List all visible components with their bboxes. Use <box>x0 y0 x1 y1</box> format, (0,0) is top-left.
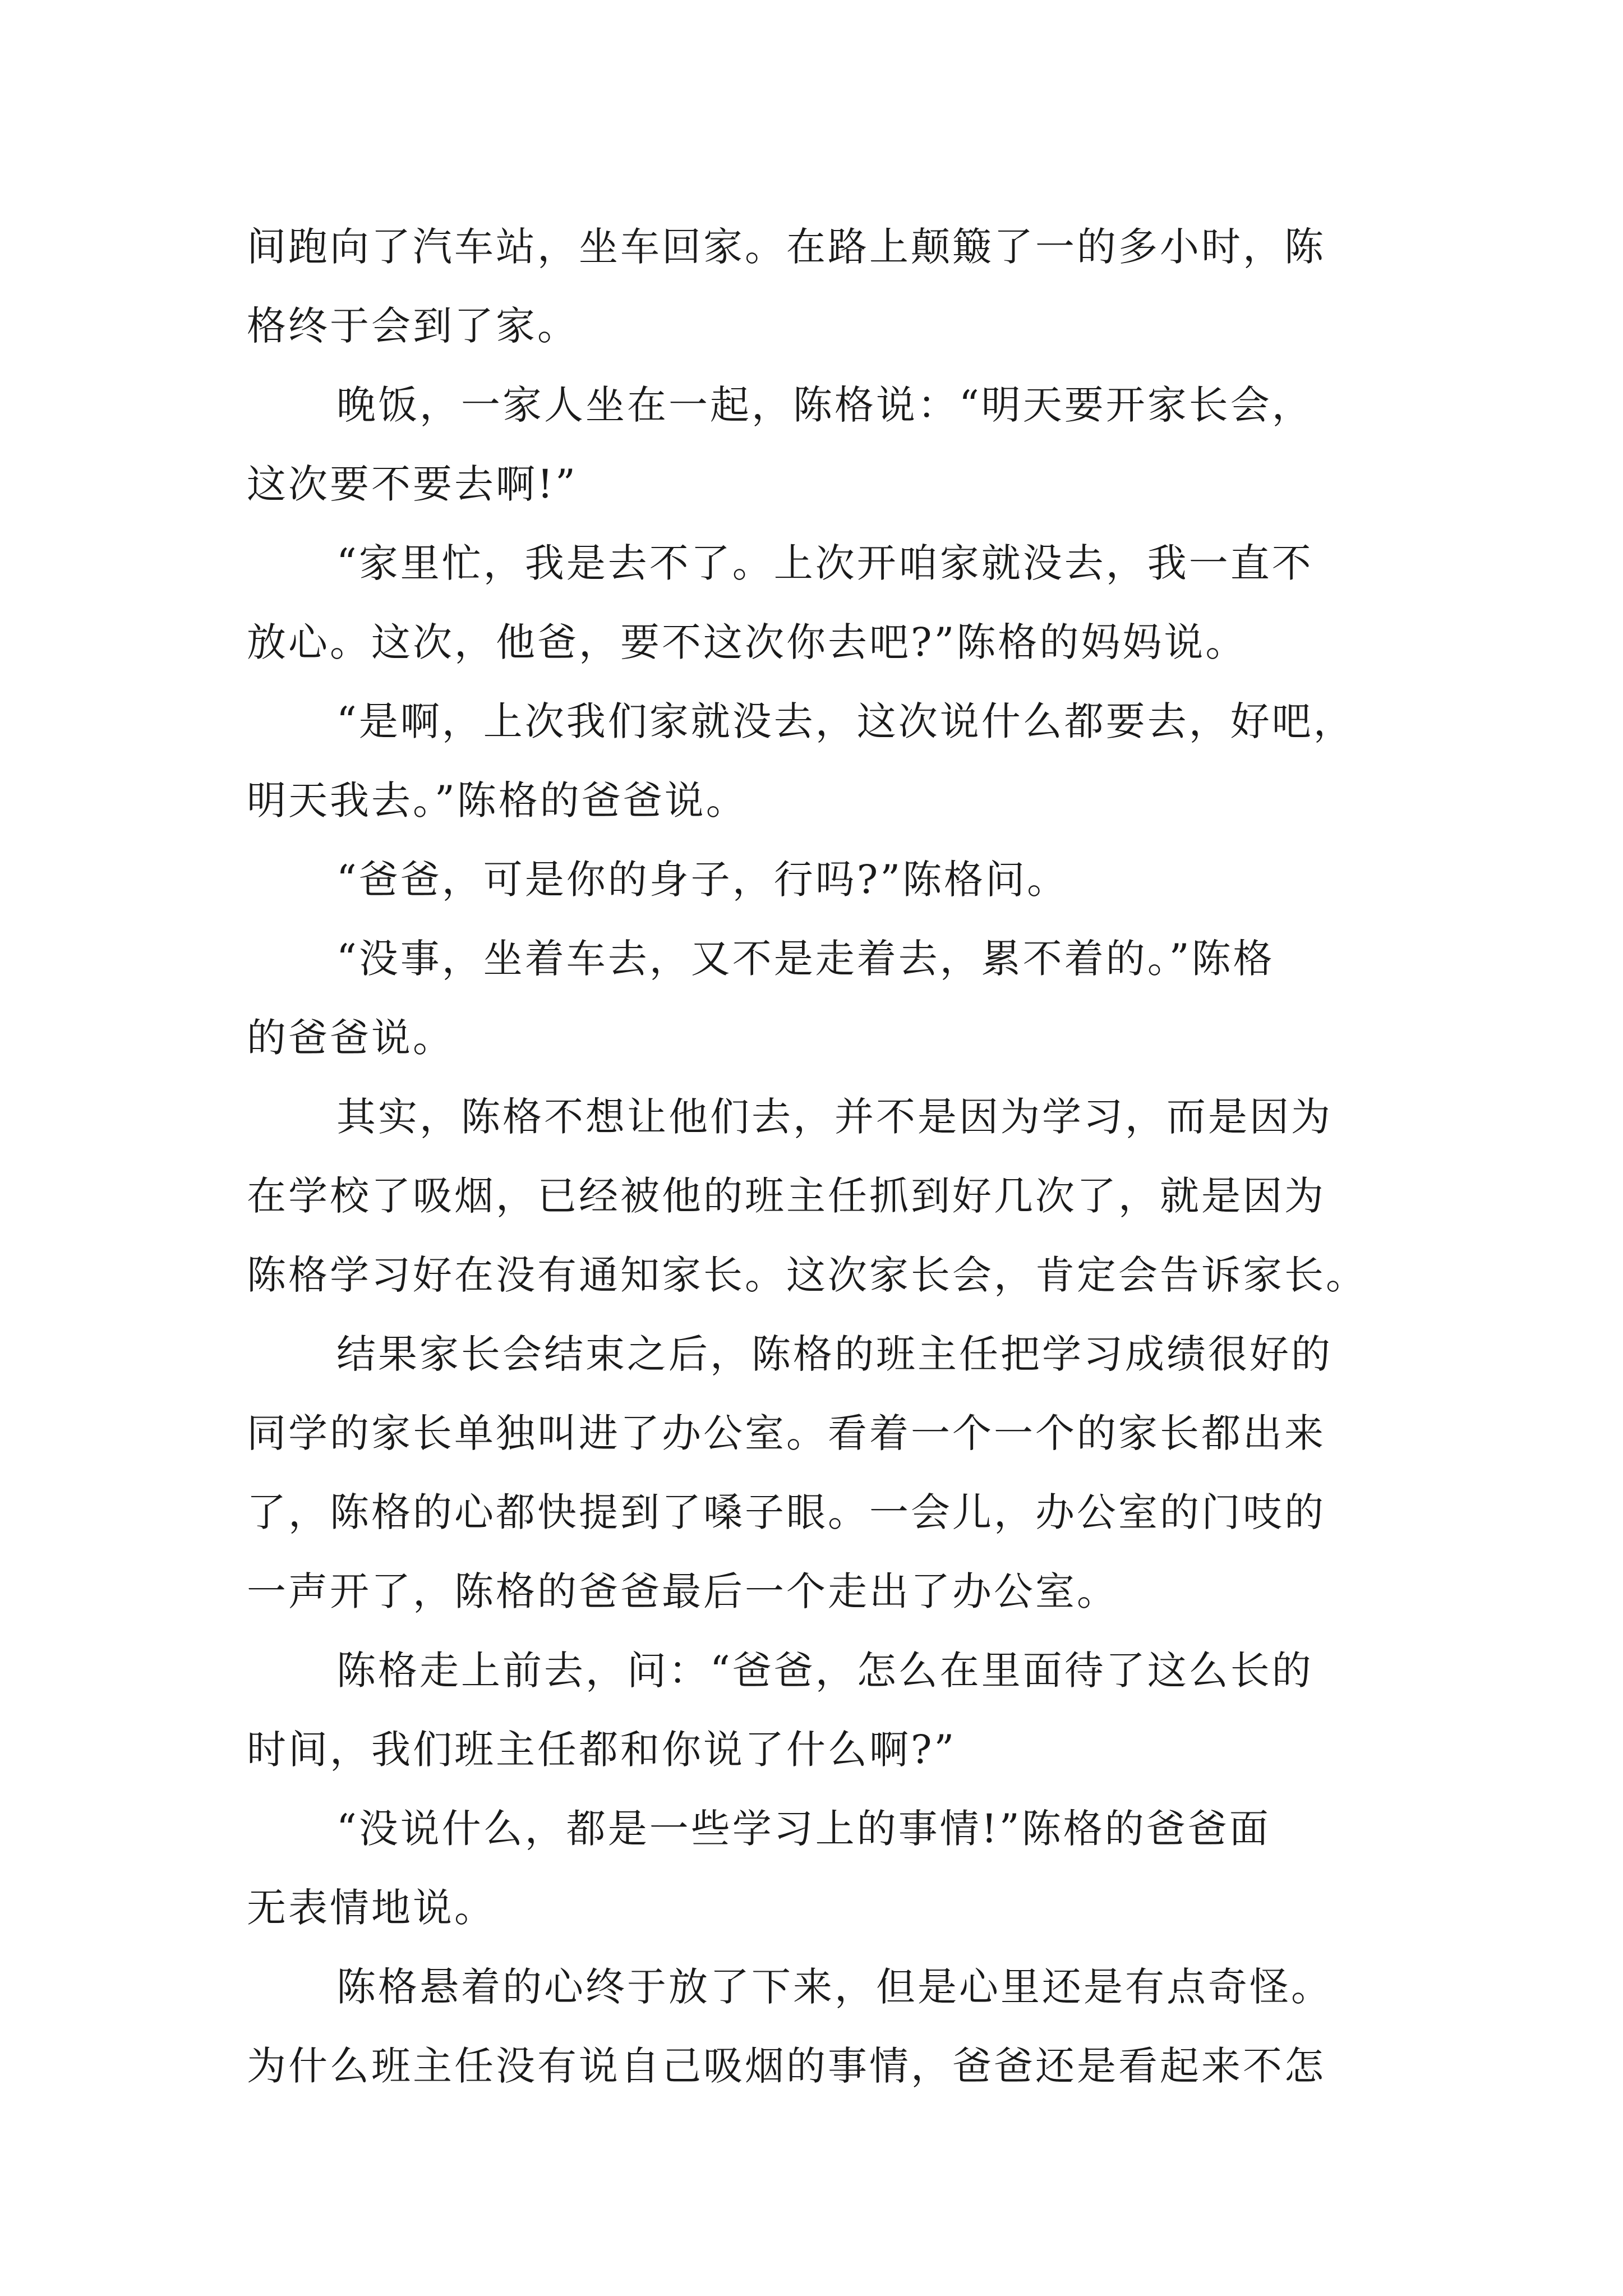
text-line: “是啊，上次我们家就没去，这次说什么都要去，好吧， <box>336 698 1355 744</box>
text-line: “没说什么，都是一些学习上的事情!”陈格的爸爸面 <box>336 1806 1271 1852</box>
text-line: 在学校了吸烟，已经被他的班主任抓到好几次了，就是因为 <box>247 1173 1326 1219</box>
text-line: 一声开了，陈格的爸爸最后一个走出了办公室。 <box>247 1568 1118 1614</box>
text-line: 晚饭，一家人坐在一起，陈格说：“明天要开家长会， <box>336 382 1313 428</box>
text-line: 了，陈格的心都快提到了嗓子眼。一会儿，办公室的门吱的 <box>247 1489 1326 1535</box>
text-line: 时间，我们班主任都和你说了什么啊?” <box>247 1727 957 1773</box>
text-line: 无表情地说。 <box>247 1885 496 1931</box>
story-text-body <box>247 208 1391 2106</box>
text-line: 陈格悬着的心终于放了下来，但是心里还是有点奇怪。 <box>336 1964 1332 2010</box>
text-line: 陈格走上前去，问：“爸爸，怎么在里面待了这么长的 <box>336 1648 1313 1694</box>
text-line: 陈格学习好在没有通知家长。这次家长会，肯定会告诉家长。 <box>247 1252 1367 1298</box>
text-line: 明天我去。”陈格的爸爸说。 <box>247 777 748 823</box>
text-line: 间跑向了汽车站，坐车回家。在路上颠簸了一的多小时，陈 <box>247 224 1326 270</box>
text-line: “家里忙，我是去不了。上次开咱家就没去，我一直不 <box>336 540 1313 586</box>
text-line: “没事，坐着车去，又不是走着去，累不着的。”陈格 <box>336 936 1275 982</box>
text-line: 同学的家长单独叫进了办公室。看着一个一个的家长都出来 <box>247 1410 1326 1456</box>
text-line: 放心。这次，他爸，要不这次你去吧?”陈格的妈妈说。 <box>247 619 1247 665</box>
text-line: 为什么班主任没有说自己吸烟的事情，爸爸还是看起来不怎 <box>247 2043 1326 2089</box>
text-line: 的爸爸说。 <box>247 1015 454 1061</box>
text-line: 结果家长会结束之后，陈格的班主任把学习成绩很好的 <box>336 1331 1332 1377</box>
text-line: “爸爸，可是你的身子，行吗?”陈格问。 <box>336 857 1069 903</box>
text-line: 格终于会到了家。 <box>247 303 579 349</box>
text-line: 这次要不要去啊!” <box>247 461 578 507</box>
text-line: 其实，陈格不想让他们去，并不是因为学习，而是因为 <box>336 1094 1332 1140</box>
